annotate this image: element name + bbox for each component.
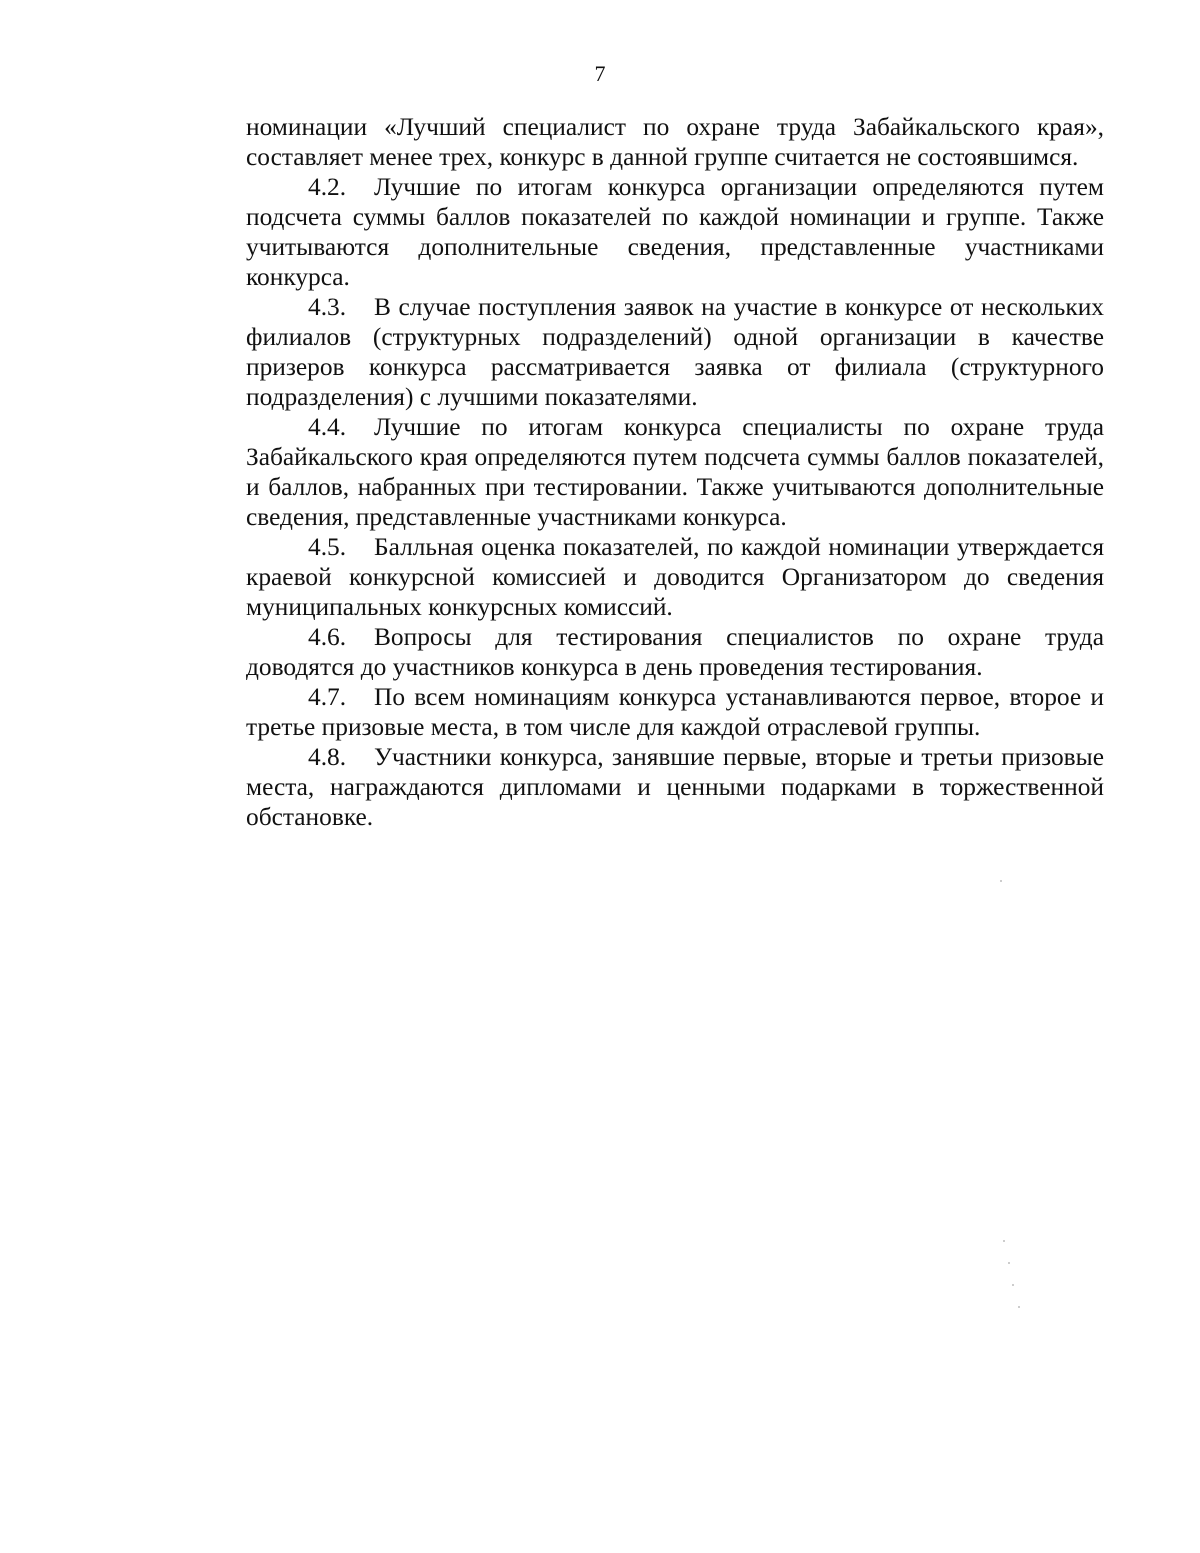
clause-4-8 [246,742,1104,832]
document-body [246,112,1104,832]
clause-number: 4.8. [308,743,347,771]
scan-speck [1018,1306,1020,1308]
clause-4-7 [246,682,1104,742]
page-number: 7 [594,61,606,86]
clause-number: 4.3. [308,293,347,321]
clause-number: 4.5. [308,533,347,561]
clause-4-3 [246,292,1104,412]
clause-text: Участники конкурса, занявшие первые, вторые и третьи призовые места, награждаются дипломами и ценными подарками в торжественной обстановке. [246,743,1104,831]
clause-text: Лучшие по итогам конкурса организации определяются путем подсчета суммы баллов показателей по каждой номинации и группе. Также учитываются дополнительные сведения, представленные участниками конкурса. [246,173,1104,291]
clause-text: Балльная оценка показателей, по каждой номинации утверждается краевой конкурсной комиссией и доводится Организатором до сведения муниципальных конкурсных комиссий. [246,533,1104,621]
clause-4-4 [246,412,1104,532]
clause-4-6 [246,622,1104,682]
intro-paragraph: номинации «Лучший специалист по охране труда Забайкальского края», составляет менее трех, конкурс в данной группе считается не состоявшимся. [246,113,1104,171]
clause-text: По всем номинациям конкурса устанавливаются первое, второе и третье призовые места, в том числе для каждой отраслевой группы. [246,683,1104,741]
clause-number: 4.7. [308,683,347,711]
clause-number: 4.6. [308,623,347,651]
scan-speck [1008,1262,1010,1264]
clause-text: Лучшие по итогам конкурса специалисты по охране труда Забайкальского края определяются путем подсчета суммы баллов показателей, и баллов, набранных при тестировании. Также учитываются дополнительные сведения, представленные участниками конкурса. [246,413,1104,531]
clause-4-2 [246,172,1104,292]
clause-number: 4.4. [308,413,347,441]
scan-speck [1000,880,1002,882]
clause-4-5 [246,532,1104,622]
clause-text: Вопросы для тестирования специалистов по охране труда доводятся до участников конкурса в день проведения тестирования. [246,623,1104,681]
scan-speck [1012,1284,1014,1286]
scan-speck [1003,1240,1005,1242]
clause-text: В случае поступления заявок на участие в конкурсе от нескольких филиалов (структурных подразделений) одной организации в качестве призеров конкурса рассматривается заявка от филиала (структурного подразделения) с лучшими показателями. [246,293,1104,411]
clause-number: 4.2. [308,173,347,201]
